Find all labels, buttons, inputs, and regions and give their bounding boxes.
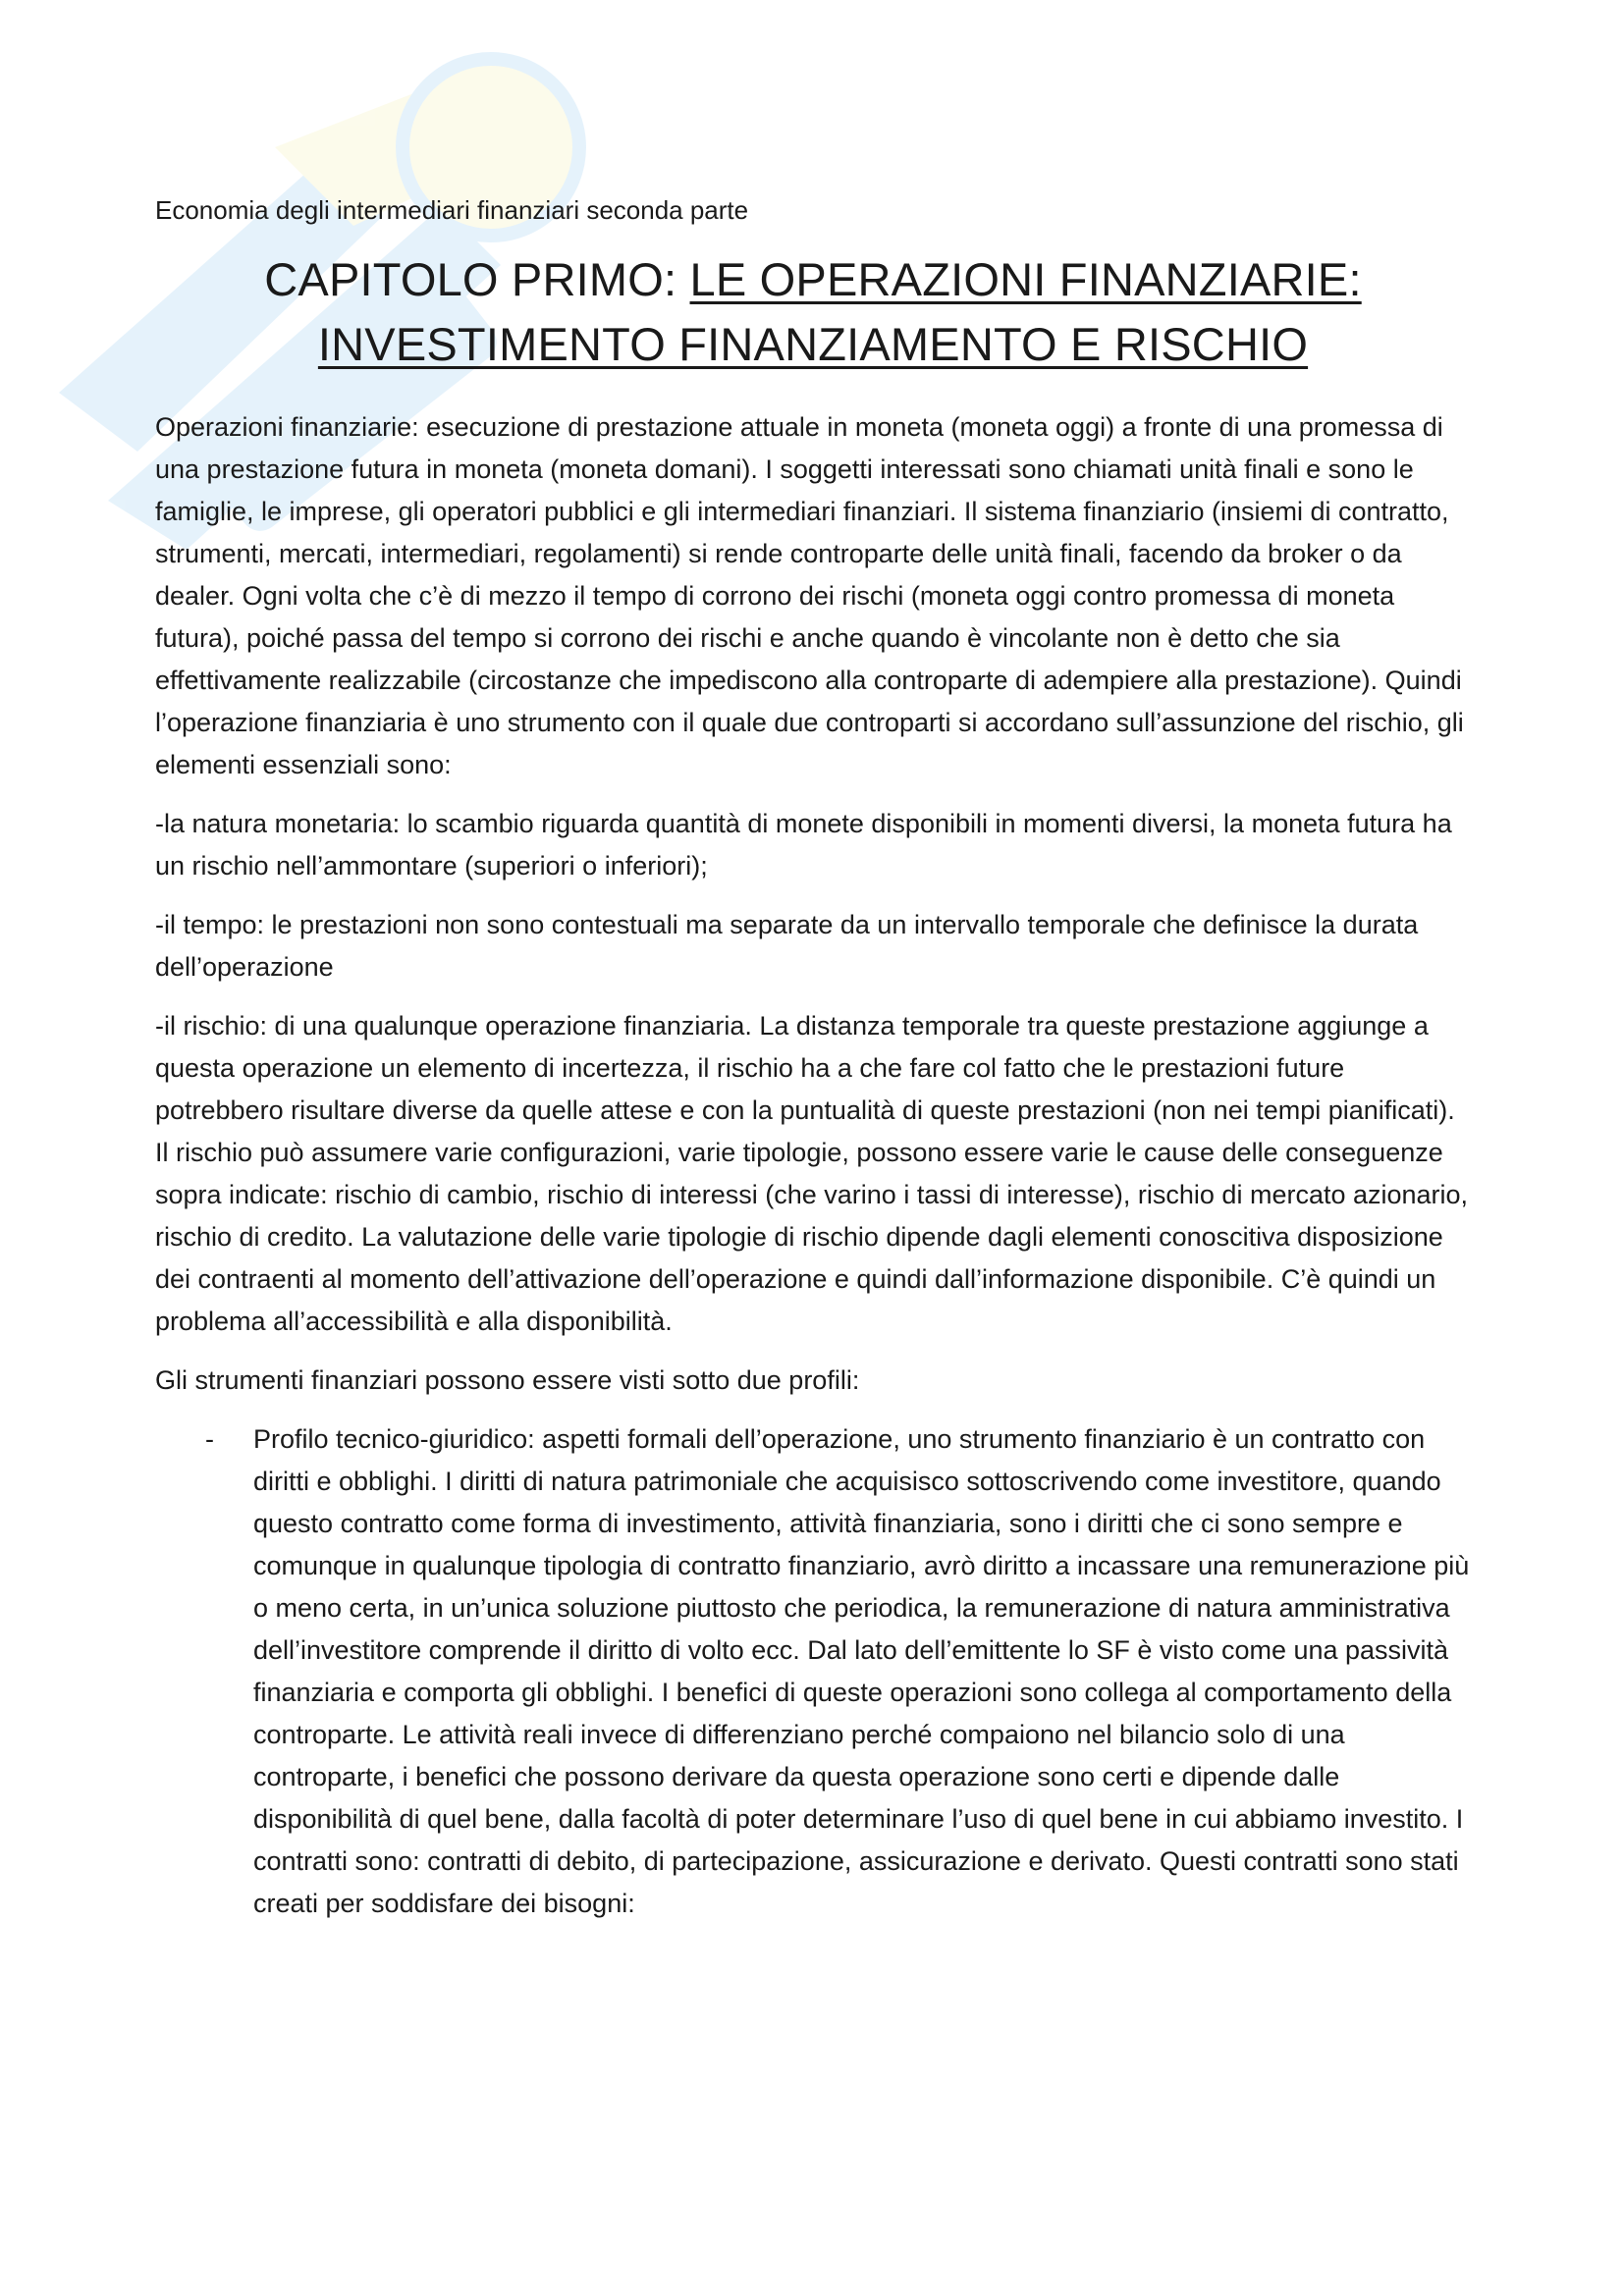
chapter-title-underlined-2: INVESTIMENTO FINANZIAMENTO E RISCHIO xyxy=(317,318,1309,370)
paragraph-rischio: -il rischio: di una qualunque operazione finanziaria. La distanza temporale tra queste prestazione aggiunge a questa operazione un elemento di incertezza, il rischio ha a che fare col fatto che le prestazioni future potrebbero risultare diverse da quelle attese e con la puntualità di queste prestazioni (non nei tempi pianificati). Il rischio può assumere varie configurazioni, varie tipologie, possono essere varie le cause delle conseguenze sopra indicate: rischio di cambio, rischio di interessi (che varino i tassi di interesse), rischio di mercato azionario, rischio di credito. La valutazione delle varie tipologie di rischio dipende dagli elementi conoscitiva disposizione dei contraenti al momento dell’attivazione dell’operazione e quindi dall’informazione disponibile. C’è quindi un problema all’accessibilità e alla disponibilità. xyxy=(155,1011,1469,1336)
chapter-title-prefix: CAPITOLO PRIMO: xyxy=(264,253,690,305)
paragraph-natura-monetaria: -la natura monetaria: lo scambio riguarda quantità di monete disponibili in momenti diversi, la moneta futura ha un rischio nell’ammontare (superiori o inferiori); xyxy=(155,809,1452,881)
bullet-marker: - xyxy=(205,1424,214,1454)
bullet-list xyxy=(155,1418,1471,1925)
document-page xyxy=(155,192,1471,1925)
bullet-text: Profilo tecnico-giuridico: aspetti formali dell’operazione, uno strumento finanziario è un contratto con diritti e obblighi. I diritti di natura patrimoniale che acquisisco sottoscrivendo come investitore, quando questo contratto come forma di investimento, attività finanziaria, sono i diritti che ci sono sempre e comunque in qualunque tipologia di contratto finanziario, avrò diritto a incassare una remunerazione più o meno certa, in un’unica soluzione piuttosto che periodica, la remunerazione di natura amministrativa dell’investitore comprende il diritto di volto ecc. Dal lato dell’emittente lo SF è visto come una passività finanziaria e comporta gli obblighi. I benefici di queste operazioni sono collega al comportamento della controparte. Le attività reali invece di differenziano perché compaiono nel bilancio solo di una controparte, i benefici che possono derivare da questa operazione sono certi e dipende dalle disponibilità di quel bene, dalla facoltà di poter determinare l’uso di quel bene in cui abbiamo investito. I contratti sono: contratti di debito, di partecipazione, assicurazione e derivato. Questi contratti sono stati creati per soddisfare dei bisogni: xyxy=(253,1424,1470,1918)
chapter-title xyxy=(155,247,1471,377)
document-header: Economia degli intermediari finanziari seconda parte xyxy=(155,195,749,225)
list-item xyxy=(155,1418,1471,1925)
chapter-title-underlined-1: LE OPERAZIONI FINANZIARIE: xyxy=(689,253,1362,305)
paragraph-strumenti: Gli strumenti finanziari possono essere visti sotto due profili: xyxy=(155,1365,860,1395)
paragraph-intro: Operazioni finanziarie: esecuzione di prestazione attuale in moneta (moneta oggi) a fronte di una promessa di una prestazione futura in moneta (moneta domani). I soggetti interessati sono chiamati unità finali e sono le famiglie, le imprese, gli operatori pubblici e gli intermediari finanziari. Il sistema finanziario (insiemi di contratto, strumenti, mercati, intermediari, regolamenti) si rende controparte delle unità finali, facendo da broker o da dealer. Ogni volta che c’è di mezzo il tempo di corrono dei rischi (moneta oggi contro promessa di moneta futura), poiché passa del tempo si corrono dei rischi e anche quando è vincolante non è detto che sia effettivamente realizzabile (circostanze che impediscono alla controparte di adempiere alla prestazione). Quindi l’operazione finanziaria è uno strumento con il quale due controparti si accordano sull’assunzione del rischio, gli elementi essenziali sono: xyxy=(155,412,1464,779)
paragraph-tempo: -il tempo: le prestazioni non sono contestuali ma separate da un intervallo temporale che definisce la durata dell’operazione xyxy=(155,910,1419,982)
